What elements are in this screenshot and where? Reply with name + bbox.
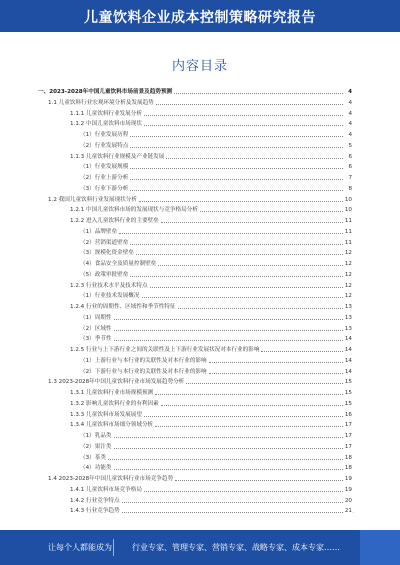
toc-entry-page: 4 [348,110,352,117]
toc-entry[interactable] [38,86,352,96]
toc-entry[interactable] [70,484,352,494]
toc-entry[interactable] [80,312,352,322]
toc-entry-label: 1.4 2023-2028年中国儿童饮料行业市场竞争趋势 [48,476,174,482]
toc-leader-dots [130,190,343,191]
toc-leader-dots [150,287,343,288]
footer-divider [113,539,114,556]
toc-leader-dots [144,115,343,116]
toc-entry-label: （2）营销渠道壁垒 [80,239,129,246]
toc-entry-page: 14 [344,336,352,343]
toc-entry-label: 1.3.3 儿童饮料市场发展展望 [70,411,142,418]
toc-entry-label: （3）规模化资金壁垒 [80,250,134,257]
toc-entry[interactable] [70,409,352,419]
toc-entry-label: 1.4.3 行业竞争趋势 [70,508,120,515]
toc-entry[interactable] [80,140,352,150]
toc-leader-dots [114,319,343,320]
toc-entry-label: 1.2.3 行业技术水平及技术特点 [70,282,148,289]
toc-entry-page: 14 [344,368,352,375]
toc-leader-dots [261,351,343,352]
toc-entry[interactable] [70,398,352,408]
toc-leader-dots [114,469,343,470]
toc-entry-page: 5 [348,142,352,149]
toc-leader-dots [200,211,343,212]
toc-entry[interactable] [80,333,352,343]
toc-leader-dots [175,480,343,481]
toc-entry-page: 14 [344,357,352,364]
toc-entry[interactable] [48,97,352,107]
toc-entry[interactable] [70,495,352,505]
toc-entry-page: 13 [344,325,352,332]
toc-leader-dots [209,373,343,374]
toc-entry[interactable] [80,462,352,472]
toc-entry-label: （4）食品安全及质量控制壁垒 [80,261,157,267]
toc-leader-dots [130,147,343,148]
toc-entry-label: 1.1 儿童饮料行业宏观环境分析及发展趋势 [48,99,154,106]
toc-entry-label: 1.3.4 儿童饮料市场细分领域分析 [70,422,154,429]
toc-leader-dots [130,244,343,245]
toc-entry-page: 21 [344,508,352,515]
toc-entry-page: 11 [344,218,352,224]
toc-entry-label: 1.2 我国儿童饮料行业发展现状分析 [48,196,137,203]
toc-entry-page: 17 [344,433,352,439]
toc-entry-page: 15 [344,390,352,396]
toc-entry-label: 1.3.1 儿童饮料行业市场规模预测 [70,390,154,396]
toc-entry-label: 一、2023-2028年中国儿童饮料市场前景及趋势预测 [38,89,173,95]
toc-entry-page: 18 [344,465,352,472]
toc-leader-dots [144,416,343,417]
toc-entry-page: 4 [348,89,352,95]
toc-leader-dots [114,330,343,331]
toc-leader-dots [158,265,343,266]
toc-entry-label: （4）功能类 [80,465,112,472]
toc-entry-label: 1.4.2 行业竞争特点 [70,497,120,504]
toc-entry-page: 17 [344,443,352,450]
toc-leader-dots [155,426,343,427]
toc-entry-label: （1）品牌壁垒 [80,228,118,235]
toc-entry-label: 1.3.2 影响儿童饮料行业的有利因素 [70,400,159,407]
toc-entry-page: 19 [344,476,352,482]
toc-leader-dots [186,383,343,384]
toc-entry-label: （1）行业技术发展概况 [80,293,140,300]
toc-entry-page: 10 [344,207,352,214]
toc-leader-dots [161,405,343,406]
toc-leader-dots [144,125,343,126]
toc-entry-label: 1.1.1 儿童饮料行业发展分析 [70,110,142,117]
toc-entry-label: （3）茶类 [80,454,106,461]
toc-entry[interactable] [70,419,352,429]
footer-slogan: 让每个人都能成为 [48,543,112,552]
toc-entry-page: 13 [344,304,352,310]
toc-entry[interactable] [70,301,352,311]
toc-entry[interactable] [80,366,352,376]
toc-leader-dots [142,297,344,298]
toc-entry[interactable] [70,108,352,118]
toc-entry[interactable] [80,452,352,462]
report-title: 儿童饮料企业成本控制策略研究报告 [84,10,316,26]
toc-entry[interactable] [80,430,352,440]
toc-leader-dots [174,93,343,94]
toc-entry[interactable] [48,473,352,483]
toc-entry-label: 1.2.1 中国儿童饮料市场的发展现状与竞争格局分析 [70,207,198,214]
toc-entry-page: 16 [344,411,352,418]
toc-entry-label: （1）乳品类 [80,433,112,439]
toc-leader-dots [130,276,343,277]
toc-entry-page: 11 [344,228,352,235]
toc-entry-page: 4 [348,121,352,128]
toc-entry-label: （2）区域性 [80,325,112,332]
toc-leader-dots [178,308,343,309]
toc-entry[interactable] [70,118,352,128]
toc-leader-dots [108,459,343,460]
toc-entry-label: （1）周期性 [80,314,112,321]
toc-leader-dots [209,362,343,363]
toc-entry-page: 11 [344,239,352,246]
toc-entry[interactable] [80,269,352,279]
toc-entry-label: （2）行业发展特点 [80,142,129,149]
toc-entry[interactable] [70,344,352,354]
toc-leader-dots [166,158,343,159]
toc-entry[interactable] [80,290,352,300]
toc-entry-label: 1.1.3 儿童饮料行业规模及产业链发展 [70,153,165,160]
report-header [0,0,400,32]
page-marker: · [352,510,354,516]
toc-entry[interactable] [80,183,352,193]
toc-entry-page: 17 [344,422,352,429]
toc-entry-page: 12 [344,282,352,289]
toc-entry[interactable] [70,204,352,214]
toc-entry[interactable] [80,441,352,451]
toc-entry[interactable] [80,323,352,333]
toc-entry-page: 14 [344,347,352,353]
toc-entry[interactable] [80,258,352,268]
toc-entry-label: 1.1.2 中国儿童饮料市场现状 [70,121,142,128]
toc-heading: 内容目录 [171,59,228,74]
toc-entry-page: 4 [348,99,352,106]
report-footer [0,530,400,565]
toc-entry[interactable] [80,161,352,171]
toc-entry-label: 1.2.4 行业的周期性、区域性和季节性特征 [70,304,176,310]
toc-entry-page: 10 [344,196,352,203]
toc-leader-dots [114,340,343,341]
toc-entry-page: 6 [348,153,352,160]
toc-entry-page: 8 [348,185,352,192]
toc-leader-dots [130,168,343,169]
toc-leader-dots [156,104,343,105]
toc-leader-dots [114,437,343,438]
toc-entry-label: （2）下游行业与本行业的关联性及对本行业的影响 [80,368,207,375]
toc-leader-dots [122,512,343,513]
toc-entry[interactable] [70,215,352,225]
toc-entry[interactable] [70,387,352,397]
toc-entry-page: 20 [344,497,352,504]
toc-leader-dots [119,233,343,234]
toc-entry-label: 1.2.5 行业与上下游行业之间的关联性及上下游行业发展状况对本行业的影响 [70,347,260,353]
toc-entry[interactable] [80,226,352,236]
toc-entry-page: 6 [348,164,352,171]
toc-entry-page: 13 [344,314,352,321]
toc-entry[interactable] [80,129,352,139]
toc-entry-page: 7 [348,175,352,181]
toc-leader-dots [136,254,343,255]
toc-entry-page: 15 [344,400,352,407]
footer-corner-decoration [360,530,400,565]
toc-entry[interactable] [48,194,352,204]
toc-entry-label: （5）政策审批壁垒 [80,271,129,278]
toc-entry-page: 4 [348,132,352,138]
toc-entry-label: 1.3 2023-2028年中国儿童饮料行业市场发展趋势分析 [48,379,185,386]
toc-entry-page: 19 [344,486,352,493]
toc-entry-label: （1）行业发展历程 [80,132,129,138]
toc-entry-label: 1.2.2 进入儿童饮料行业的主要壁垒 [70,218,159,224]
toc-leader-dots [139,201,343,202]
toc-entry-label: （2）行业上游分析 [80,175,129,181]
toc-entry[interactable] [80,172,352,182]
toc-entry-page: 18 [344,454,352,461]
toc-leader-dots [122,502,343,503]
toc-entry-label: （3）行业下游分析 [80,185,129,192]
toc-entry-page: 12 [344,271,352,278]
toc-entry-label: 1.4.1 儿童饮料市场竞争格局 [70,486,142,493]
toc-entry-label: （3）季节性 [80,336,112,343]
toc-entry-label: （1）行业发展规模 [80,164,129,171]
toc-entry[interactable] [70,151,352,161]
toc-leader-dots [130,136,343,137]
toc-leader-dots [155,394,343,395]
toc-entry[interactable] [70,505,352,515]
toc-entry[interactable] [48,376,352,386]
toc-entry[interactable] [80,355,352,365]
toc-entry-page: 12 [344,261,352,267]
toc-entry-page: 15 [344,379,352,386]
toc-entry[interactable] [80,237,352,247]
footer-tagline: 行业专家、管理专家、营销专家、战略专家、成本专家…… [132,543,340,552]
toc-entry-page: 12 [344,293,352,300]
toc-entry-label: （2）果汁类 [80,443,112,450]
toc-leader-dots [161,222,343,223]
toc-entry[interactable] [70,280,352,290]
toc-leader-dots [144,491,343,492]
toc-entry-page: 12 [344,250,352,257]
toc-leader-dots [114,448,343,449]
toc-leader-dots [130,179,343,180]
toc-entry-label: （1）上游行业与本行业的关联性及对本行业的影响 [80,357,207,364]
toc-entry[interactable] [80,247,352,257]
